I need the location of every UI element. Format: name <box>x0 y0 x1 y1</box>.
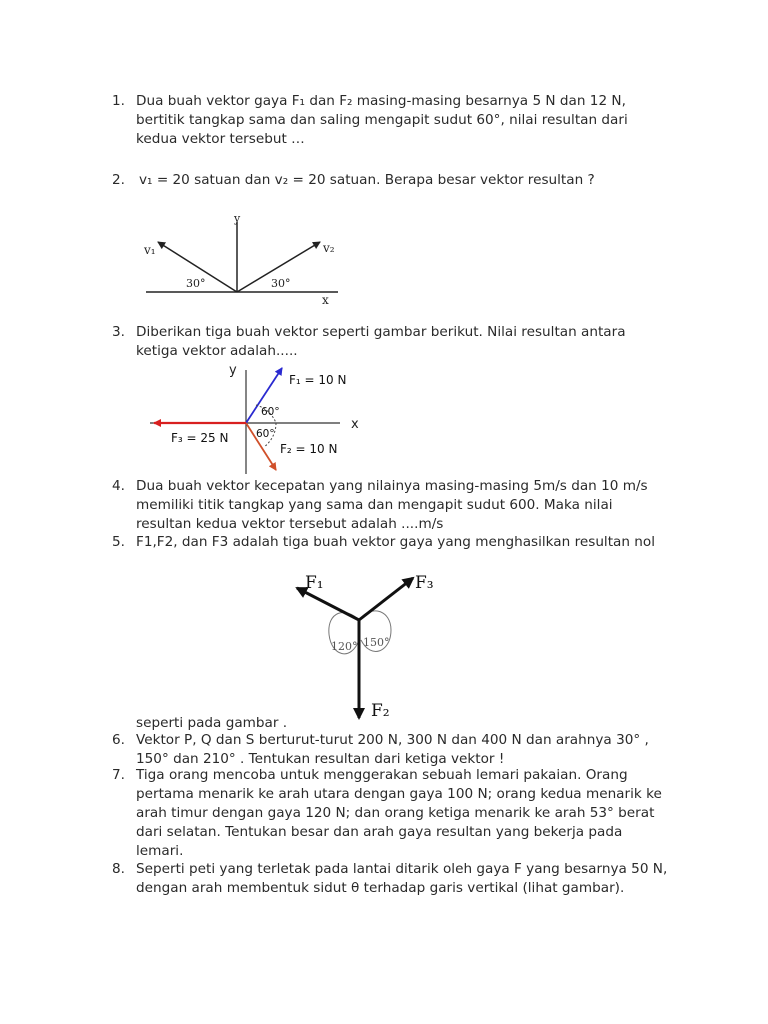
question-line: lemari. <box>136 843 184 859</box>
question-line: arah timur dengan gaya 120 N; dan orang ketiga menarik ke arah 53° berat <box>136 805 655 821</box>
question-text <box>136 477 672 534</box>
f2-label: F₂ <box>371 701 390 721</box>
y-label: y <box>234 212 241 225</box>
angle-right-label: 30° <box>271 277 291 290</box>
figure-q3-vectors <box>140 358 380 478</box>
question-line: 150° dan 210° . Tentukan resultan dari ketiga vektor ! <box>136 751 505 767</box>
question-line: seperti pada gambar . <box>136 715 288 731</box>
question-line: kedua vektor tersebut … <box>136 131 305 147</box>
v1-label: v₁ <box>144 243 156 257</box>
question-text <box>136 860 672 898</box>
question-number: 8. <box>112 861 125 877</box>
question-number: 1. <box>112 93 125 109</box>
f2-label: F₂ = 10 N <box>280 442 338 456</box>
question-line: Vektor P, Q dan S berturut-turut 200 N, 300 N dan 400 N dan arahnya 30° , <box>136 732 649 748</box>
question-number: 2. <box>112 172 125 188</box>
question-line: v₁ = 20 satuan dan v₂ = 20 satuan. Berapa besar vektor resultan ? <box>139 172 595 188</box>
x-label: x <box>351 417 359 432</box>
figure-q5-forces <box>285 566 434 726</box>
question-number: 3. <box>112 324 125 340</box>
question-line: dengan arah membentuk sidut θ terhadap garis vertikal (lihat gambar). <box>136 880 625 896</box>
question-line: Tiga orang mencoba untuk menggerakan sebuah lemari pakaian. Orang <box>136 767 628 783</box>
angle-left-label: 30° <box>186 277 206 290</box>
question-number: 4. <box>112 478 125 494</box>
question-text <box>136 92 672 149</box>
question-text <box>136 731 672 769</box>
x-label: x <box>322 293 329 307</box>
question-line: Dua buah vektor kecepatan yang nilainya masing-masing 5m/s dan 10 m/s <box>136 478 648 494</box>
question-text <box>136 766 672 861</box>
f3-label: F₃ <box>415 573 434 593</box>
f1-label: F₁ = 10 N <box>289 373 347 387</box>
question-number: 5. <box>112 534 125 550</box>
angle-right-label: 150° <box>363 636 390 649</box>
question-number: 7. <box>112 767 125 783</box>
question-line: Dua buah vektor gaya F₁ dan F₂ masing-masing besarnya 5 N dan 12 N, <box>136 93 626 109</box>
question-line: memiliki titik tangkap yang sama dan mengapit sudut 600. Maka nilai <box>136 497 613 513</box>
f3-label: F₃ = 25 N <box>171 431 229 445</box>
question-line: Diberikan tiga buah vektor seperti gambar berikut. Nilai resultan antara <box>136 324 626 340</box>
angle-left-label: 120° <box>331 640 358 653</box>
question-line: ketiga vektor adalah..... <box>136 343 298 359</box>
f3-vector <box>359 578 413 620</box>
figure-q2-vectors <box>140 210 380 310</box>
question-line: F1,F2, dan F3 adalah tiga buah vektor gaya yang menghasilkan resultan nol <box>136 534 656 550</box>
question-text <box>136 323 672 361</box>
y-label: y <box>229 363 237 378</box>
v2-label: v₂ <box>323 241 335 255</box>
question-text <box>136 533 672 552</box>
question-line: Seperti peti yang terletak pada lantai ditarik oleh gaya F yang besarnya 50 N, <box>136 861 668 877</box>
angle-upper-label: 60° <box>261 406 280 418</box>
question-line: bertitik tangkap sama dan saling mengapit sudut 60°, nilai resultan dari <box>136 112 628 128</box>
question-text <box>139 171 675 190</box>
question-number: 6. <box>112 732 125 748</box>
question-line: dari selatan. Tentukan besar dan arah gaya resultan yang bekerja pada <box>136 824 623 840</box>
question-line: resultan kedua vektor tersebut adalah ....m/s <box>136 516 444 532</box>
angle-lower-label: 60° <box>256 428 275 440</box>
question-line: pertama menarik ke arah utara dengan gaya 100 N; orang kedua menarik ke <box>136 786 662 802</box>
f1-label: F₁ <box>305 573 324 593</box>
